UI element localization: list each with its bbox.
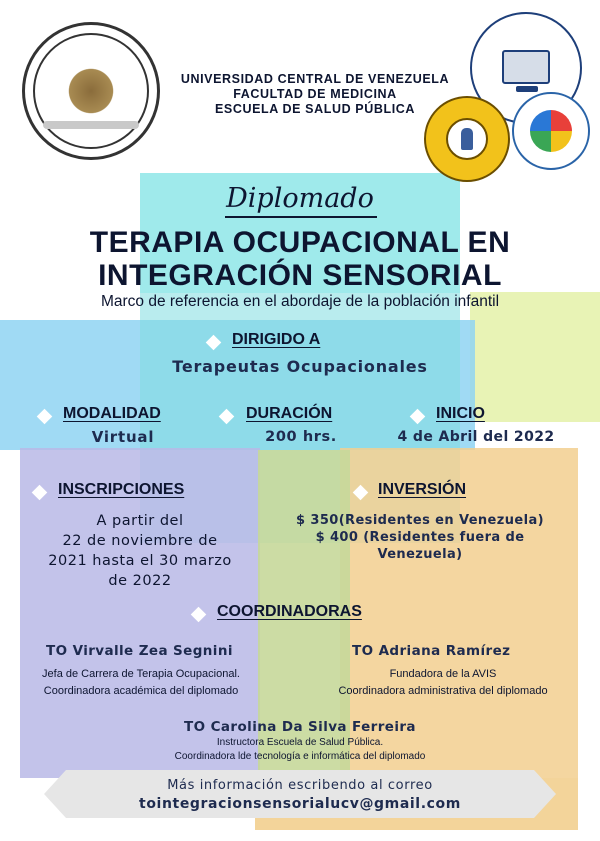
coordinadoras-label: COORDINADORAS [217,603,362,620]
coordinator-role-line: Fundadora de la AVIS [389,668,497,680]
header-faculty: FACULTAD DE MEDICINA [233,87,397,101]
avis-logo [512,92,590,170]
coordinator-name: TO Carolina Da Silva Ferreira [184,719,416,735]
ucv-seal-emblem [63,63,119,119]
inversion-label: INVERSIÓN [378,481,467,498]
inicio-value: 4 de Abril del 2022 [397,429,555,445]
inscripciones-text [30,511,250,591]
coordinator-role-line: Jefa de Carrera de Terapia Ocupacional. [42,668,240,680]
inscripciones-line: 2021 hasta el 30 marzo [48,553,232,569]
coordinator-role-line: Instructora Escuela de Salud Pública. [216,737,384,748]
inversion-line: $ 350(Residentes en Venezuela) [296,513,544,528]
title-line-2: INTEGRACIÓN SENSORIAL [98,259,502,292]
book-emblem [502,50,550,84]
inversion-line: $ 400 (Residentes fuera de [315,530,525,545]
inversion-text [270,512,570,563]
coordinator-role [30,666,252,700]
header-university: UNIVERSIDAD CENTRAL DE VENEZUELA [180,72,450,86]
coordinator-role-line: Coordinadora administrativa del diplomado [338,685,548,697]
ucv-seal-logo [22,22,160,160]
inscripciones-line: 22 de noviembre de [62,533,218,549]
lime-panel [470,292,600,422]
coordinator-role [312,666,574,700]
duracion-label: DURACIÓN [246,405,333,422]
ucv-seal-ribbon [43,121,139,129]
coordinator-role-line: Coordinadora lde tecnología e informática del diplomado [174,751,426,762]
duracion-value: 200 hrs. [265,429,337,445]
title-line-1: TERAPIA OCUPACIONAL EN [89,226,511,259]
coordinator-role-line: Coordinadora académica del diplomado [43,685,239,697]
contact-email-link[interactable]: tointegracionsensorialucv@gmail.com [139,796,461,812]
modalidad-value: Virtual [91,428,155,446]
coordinator-role [100,736,500,764]
diplomado-underline [225,216,377,218]
medica-seal-figure [461,128,473,150]
inscripciones-label: INSCRIPCIONES [58,481,185,498]
dirigido-value: Terapeutas Ocupacionales [172,357,428,376]
diplomado-kicker: Diplomado [226,183,374,214]
inscripciones-line: de 2022 [108,573,172,589]
header-school: ESCUELA DE SALUD PÚBLICA [214,102,416,116]
subtitle: Marco de referencia en el abordaje de la población infantil [100,293,500,310]
seal-year-band [516,86,538,92]
colorful-hand-icon [530,110,572,152]
coordinator-name: TO Virvalle Zea Segnini [46,643,233,659]
inversion-line: Venezuela) [377,547,463,562]
inscripciones-line: A partir del [96,513,184,529]
coordinator-name: TO Adriana Ramírez [352,643,511,659]
contact-text: Más información escribendo al correo [167,778,433,793]
dirigido-label: DIRIGIDO A [232,331,321,348]
modalidad-label: MODALIDAD [63,405,161,422]
inicio-label: INICIO [436,405,485,422]
